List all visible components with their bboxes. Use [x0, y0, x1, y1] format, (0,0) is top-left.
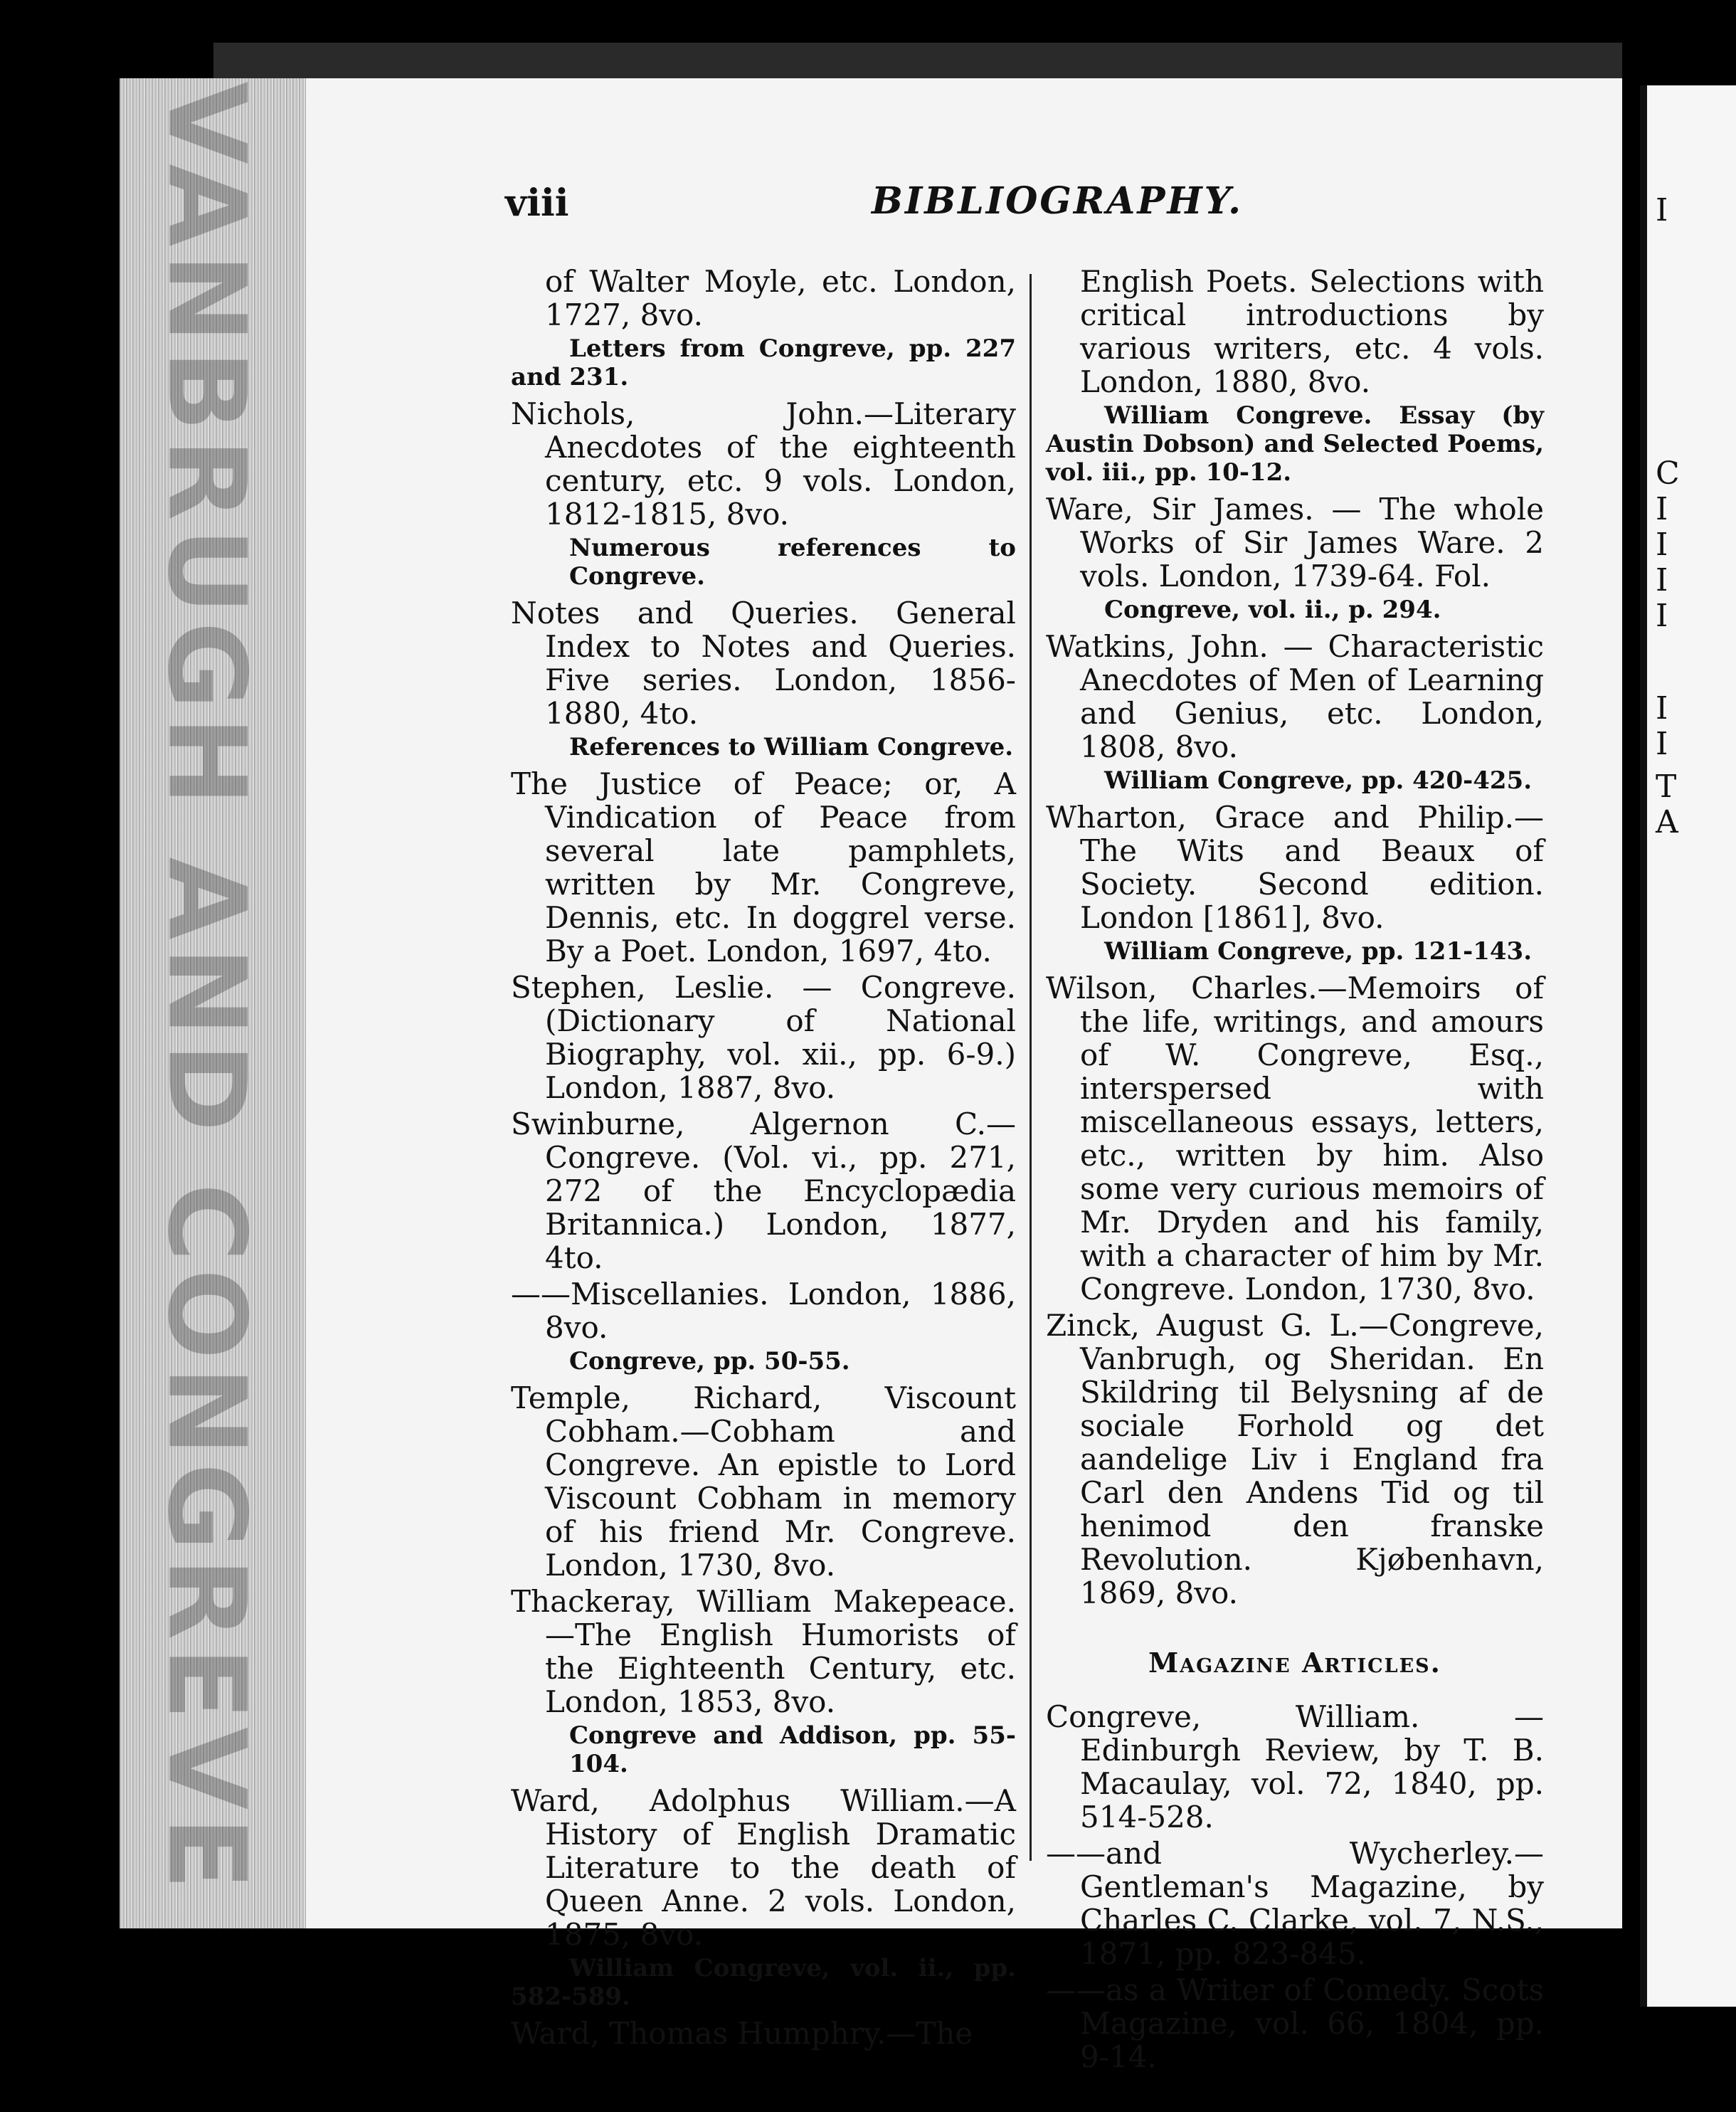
running-head: BIBLIOGRAPHY. [872, 179, 1244, 223]
bib-entry: Temple, Richard, Viscount Cobham.—Cobham and Congreve. An epistle to Lord Viscount Cobham in memory of his friend Mr. Congreve. London, 1730, 8vo. [511, 1380, 1016, 1583]
spine-title-text: VANBRUGH AND CONGREVE [144, 81, 268, 1897]
facing-page-edge [1640, 85, 1736, 2007]
bib-note: Numerous references to Congreve. [569, 534, 1016, 591]
facing-page-fragment: I [1656, 726, 1668, 762]
page-number: viii [505, 181, 569, 225]
bib-note: William Congreve. Essay (by Austin Dobson) and Selected Poems, vol. iii., pp. 10-12. [1046, 401, 1544, 487]
bib-entry: Congreve, William. — Edinburgh Review, by T. B. Macaulay, vol. 72, 1840, pp. 514-528. [1046, 1699, 1544, 1834]
bib-note: Congreve, vol. ii., p. 294. [1104, 596, 1441, 624]
facing-page-fragment: A [1656, 804, 1678, 840]
bib-entry: ——Miscellanies. London, 1886, 8vo. [511, 1277, 1016, 1345]
facing-page-fragment: I [1656, 491, 1668, 527]
bib-entry: ——as a Writer of Comedy. Scots Magazine, vol. 66, 1804, pp. 9-14. [1046, 1973, 1544, 2074]
bib-entry: Notes and Queries. General Index to Notes and Queries. Five series. London, 1856-1880, 4to. [511, 596, 1016, 731]
bib-entry: Stephen, Leslie. — Congreve. (Dictionary of National Biography, vol. xii., pp. 6-9.) London, 1887, 8vo. [511, 970, 1016, 1105]
bib-note: Letters from Congreve, pp. 227 and 231. [511, 334, 1016, 391]
bib-entry-continued: English Poets. Selections with critical introductions by various writers, etc. 4 vols. London, 1880, 8vo. [1080, 264, 1544, 399]
bib-note: William Congreve, pp. 121-143. [1104, 937, 1533, 966]
bib-entry: Ward, Adolphus William.—A History of English Dramatic Literature to the death of Queen Anne. 2 vols. London, 1875, 8vo. [511, 1783, 1016, 1952]
bib-note: Congreve, pp. 50-55. [569, 1347, 850, 1376]
bib-entry-continued: of Walter Moyle, etc. London, 1727, 8vo. [545, 264, 1016, 332]
facing-page-fragment: C [1656, 455, 1680, 492]
spine-title [144, 81, 268, 1897]
bib-entry: Zinck, August G. L.—Congreve, Vanbrugh, og Sheridan. En Skildring til Belysning af de sociale Forhold og det aandelige Liv i England fra Carl den Andens Tid og til henimod den franske Revolution. Kjøbenhavn, 1869, 8vo. [1046, 1308, 1544, 1610]
bib-entry: Nichols, John.—Literary Anecdotes of the eighteenth century, etc. 9 vols. London, 1812-1815, 8vo. [511, 396, 1016, 532]
right-column [1046, 265, 1544, 2076]
bib-entry: Watkins, John. — Characteristic Anecdotes of Men of Learning and Genius, etc. London, 1808, 8vo. [1046, 629, 1544, 764]
bib-note: William Congreve, pp. 420-425. [1104, 766, 1533, 795]
facing-page-fragment: I [1656, 690, 1668, 727]
column-divider [1030, 274, 1032, 1861]
facing-page-fragment: I [1656, 192, 1668, 228]
facing-page-fragment: T [1656, 769, 1677, 805]
bib-entry: Ware, Sir James. — The whole Works of Sir James Ware. 2 vols. London, 1739-64. Fol. [1046, 492, 1544, 593]
section-title: Magazine Articles. [1148, 1647, 1441, 1679]
bib-entry: Wilson, Charles.—Memoirs of the life, writings, and amours of W. Congreve, Esq., interspersed with miscellaneous essays, letters, etc., written by him. Also some very curious memoirs of Mr. Dryden and his family, with a character of him by Mr. Congreve. London, 1730, 8vo. [1046, 971, 1544, 1306]
bib-entry: ——and Wycherley.—Gentleman's Magazine, by Charles C. Clarke, vol. 7, N.S., 1871, pp. 823-845. [1046, 1836, 1544, 1971]
bib-entry: Wharton, Grace and Philip.—The Wits and Beaux of Society. Second edition. London [1861], 8vo. [1046, 800, 1544, 935]
facing-page-fragment: I [1656, 562, 1668, 598]
bib-note: References to William Congreve. [569, 733, 1014, 761]
bib-entry: Thackeray, William Makepeace.—The English Humorists of the Eighteenth Century, etc. London, 1853, 8vo. [511, 1584, 1016, 1719]
bib-note: William Congreve, vol. ii., pp. 582-589. [511, 1954, 1016, 2011]
facing-page-fragment: I [1656, 598, 1668, 634]
left-column [511, 265, 1016, 2053]
bib-entry: Swinburne, Algernon C.—Congreve. (Vol. vi., pp. 271, 272 of the Encyclopædia Britannica.) London, 1877, 4to. [511, 1107, 1016, 1275]
bib-entry: Ward, Thomas Humphry.—The [511, 2016, 973, 2051]
bib-note: Congreve and Addison, pp. 55-104. [569, 1721, 1016, 1778]
bib-entry: The Justice of Peace; or, A Vindication of Peace from several late pamphlets, written by Mr. Congreve, Dennis, etc. In doggrel verse. By a Poet. London, 1697, 4to. [511, 766, 1016, 968]
facing-page-fragment: I [1656, 527, 1668, 563]
